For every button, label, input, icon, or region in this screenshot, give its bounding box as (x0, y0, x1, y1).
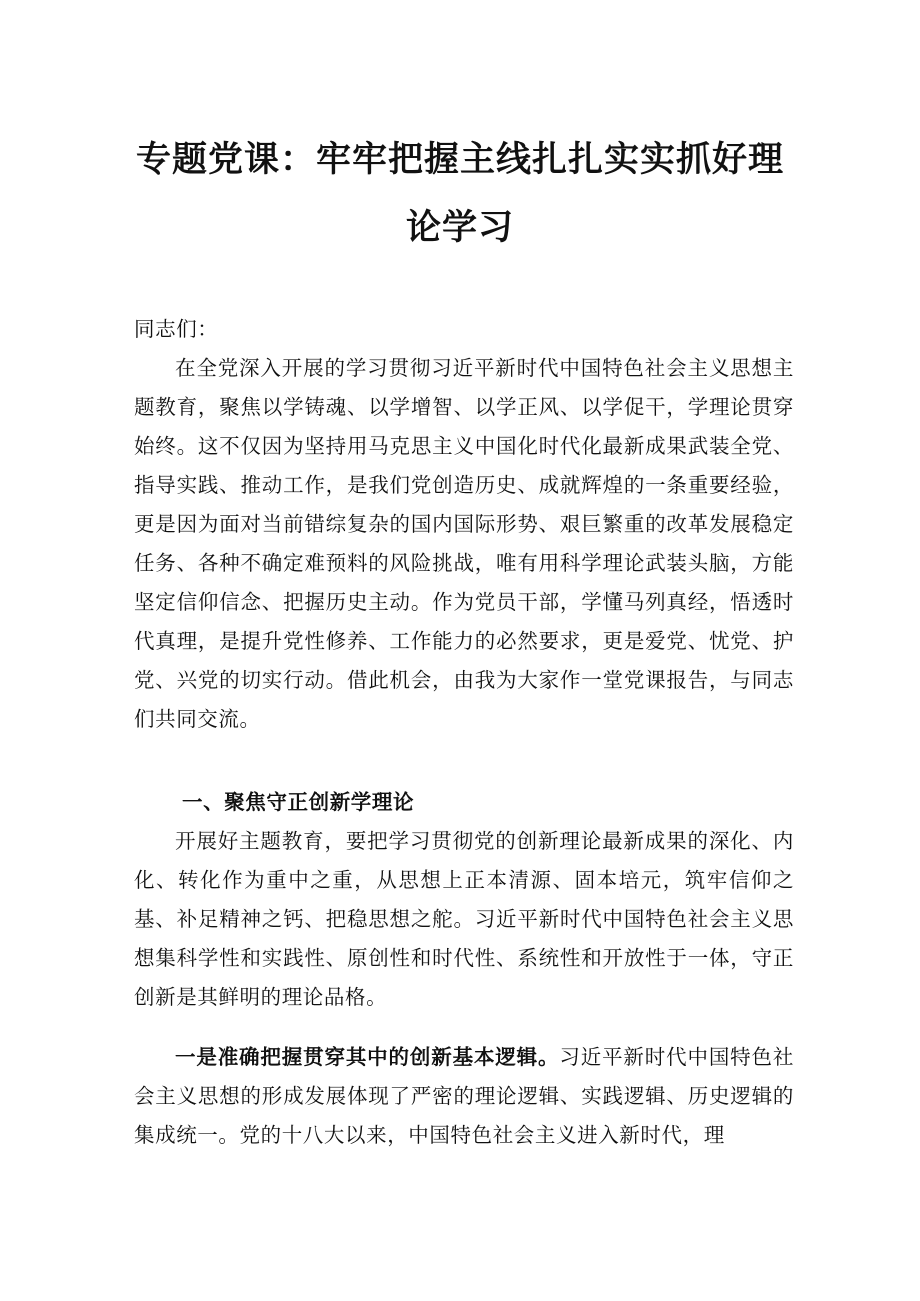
paragraph-section-1: 开展好主题教育，要把学习贯彻党的创新理论最新成果的深化、内化、转化作为重中之重，从思想上正本清源、固本培元，筑牢信仰之基、补足精神之钙、把稳思想之舵。习近平新时代中国特色社会主义思想集科学性和实践性、原创性和时代性、系统性和开放性于一体，守正创新是其鲜明的理论品格。 (134, 829, 794, 1009)
paragraph-point-1 (134, 1038, 794, 1155)
paragraph-intro: 在全党深入开展的学习贯彻习近平新时代中国特色社会主义思想主题教育，聚焦以学铸魂、以学增智、以学正风、以学促干，学理论贯穿始终。这不仅因为坚持用马克思主义中国化时代化最新成果武装全党、指导实践、推动工作，是我们党创造历史、成就辉煌的一条重要经验，更是因为面对当前错综复杂的国内国际形势、艰巨繁重的改革发展稳定任务、各种不确定难预料的风险挑战，唯有用科学理论武装头脑，方能坚定信仰信念、把握历史主动。作为党员干部，学懂马列真经，悟透时代真理，是提升党性修养、工作能力的必然要求，更是爱党、忧党、护党、兴党的切实行动。借此机会，由我为大家作一堂党课报告，与同志们共同交流。 (134, 356, 794, 731)
point-1-lead: 一是准确把握贯穿其中的创新基本逻辑。 (175, 1045, 560, 1069)
point-1-text: 习近平新时代中国特色社会主义思想的形成发展体现了严密的理论逻辑、实践逻辑、历史逻辑的集成统一。党的十八大以来，中国特色社会主义进入新时代，理 (134, 1045, 794, 1147)
section-heading-1: 一、聚焦守正创新学理论 (182, 790, 415, 814)
document-title-line-2: 论学习 (405, 208, 514, 248)
document-title-line-1: 专题党课：牢牢把握主线扎扎实实抓好理 (135, 140, 784, 180)
salutation: 同志们： (134, 317, 219, 341)
